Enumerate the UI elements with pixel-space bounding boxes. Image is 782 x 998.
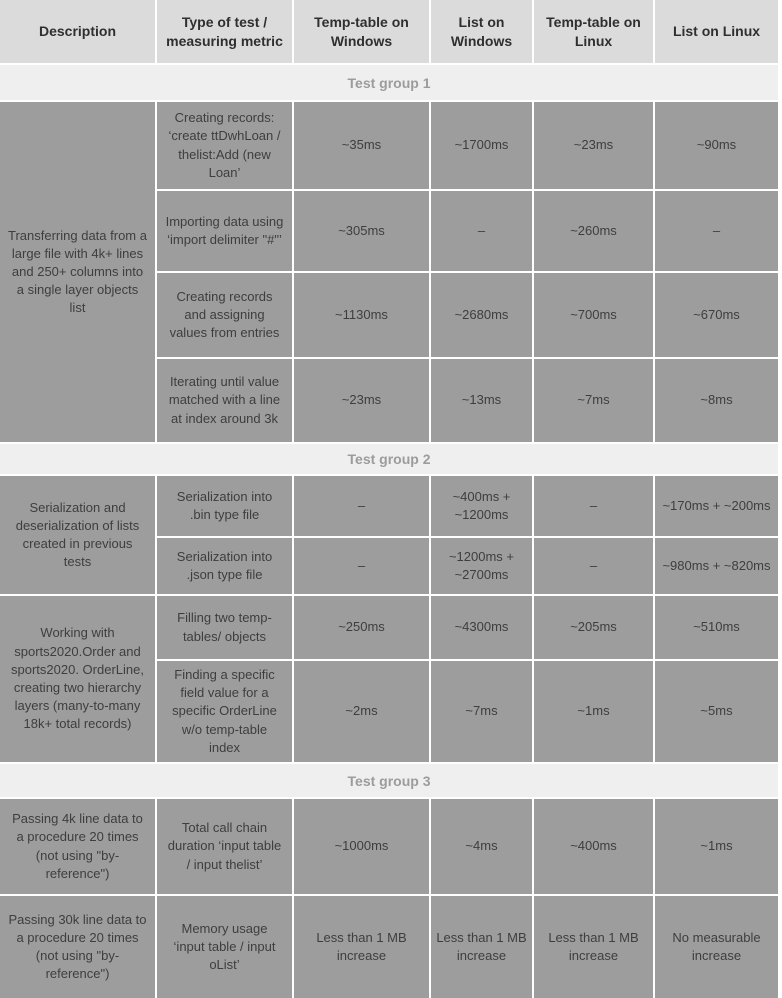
value-cell: ~305ms (293, 190, 430, 272)
value-cell: ~90ms (654, 101, 778, 190)
column-header-test-type: Type of test / measuring metric (156, 0, 293, 64)
test-type-cell: Total call chain duration ‘input table / input thelist’ (156, 798, 293, 895)
table-row (0, 595, 778, 660)
column-header-description: Description (0, 0, 156, 64)
value-cell: ~1700ms (430, 101, 533, 190)
value-cell: ~5ms (654, 660, 778, 763)
value-cell: ~400ms (533, 798, 654, 895)
value-cell: – (533, 475, 654, 537)
value-cell: ~8ms (654, 358, 778, 443)
description-cell: Serialization and deserialization of lists created in previous tests (0, 475, 156, 595)
value-cell: ~2680ms (430, 272, 533, 358)
description-cell: Working with sports2020.Order and sports2020. OrderLine, creating two hierarchy layers (many-to-many 18k+ total records) (0, 595, 156, 763)
column-header-list-linux: List on Linux (654, 0, 778, 64)
column-header-list-windows: List on Windows (430, 0, 533, 64)
test-type-cell: Finding a specific field value for a specific OrderLine w/o temp-table index (156, 660, 293, 763)
test-type-cell: Filling two temp-tables/ objects (156, 595, 293, 660)
value-cell: ~4ms (430, 798, 533, 895)
value-cell: ~170ms + ~200ms (654, 475, 778, 537)
value-cell: ~23ms (293, 358, 430, 443)
value-cell: ~250ms (293, 595, 430, 660)
value-cell: ~980ms + ~820ms (654, 537, 778, 595)
column-header-temp-table-linux: Temp-table on Linux (533, 0, 654, 64)
group-header-row-2 (0, 443, 778, 475)
value-cell: ~35ms (293, 101, 430, 190)
value-cell: – (293, 537, 430, 595)
value-cell: ~1ms (533, 660, 654, 763)
test-type-cell: Importing data using ‘import delimiter "#"’ (156, 190, 293, 272)
value-cell: – (533, 537, 654, 595)
description-cell: Passing 30k line data to a procedure 20 times (not using "by-reference") (0, 895, 156, 998)
description-cell: Passing 4k line data to a procedure 20 times (not using "by-reference") (0, 798, 156, 895)
value-cell: No measurable increase (654, 895, 778, 998)
test-type-cell: Serialization into .json type file (156, 537, 293, 595)
test-type-cell: Iterating until value matched with a line at index around 3k (156, 358, 293, 443)
group-header-row-1 (0, 64, 778, 101)
value-cell: ~1200ms + ~2700ms (430, 537, 533, 595)
value-cell: – (430, 190, 533, 272)
test-type-cell: Creating records and assigning values from entries (156, 272, 293, 358)
value-cell: ~7ms (430, 660, 533, 763)
table-header-row (0, 0, 778, 64)
value-cell: – (654, 190, 778, 272)
test-type-cell: Creating records: ‘create ttDwhLoan / thelist:Add (new Loan’ (156, 101, 293, 190)
value-cell: ~13ms (430, 358, 533, 443)
value-cell: ~2ms (293, 660, 430, 763)
test-type-cell: Memory usage ‘input table / input oList’ (156, 895, 293, 998)
value-cell: ~670ms (654, 272, 778, 358)
value-cell: ~1130ms (293, 272, 430, 358)
value-cell: Less than 1 MB increase (430, 895, 533, 998)
description-cell: Transferring data from a large file with 4k+ lines and 250+ columns into a single layer objects list (0, 101, 156, 443)
value-cell: – (293, 475, 430, 537)
value-cell: ~205ms (533, 595, 654, 660)
value-cell: ~4300ms (430, 595, 533, 660)
table-row (0, 101, 778, 190)
column-header-temp-table-windows: Temp-table on Windows (293, 0, 430, 64)
value-cell: ~510ms (654, 595, 778, 660)
group-header-label-1: Test group 1 (0, 64, 778, 101)
group-header-label-2: Test group 2 (0, 443, 778, 475)
table-row (0, 798, 778, 895)
value-cell: ~1000ms (293, 798, 430, 895)
test-type-cell: Serialization into .bin type file (156, 475, 293, 537)
table-row (0, 895, 778, 998)
value-cell: ~7ms (533, 358, 654, 443)
value-cell: ~260ms (533, 190, 654, 272)
value-cell: ~1ms (654, 798, 778, 895)
group-header-row-3 (0, 763, 778, 798)
value-cell: ~400ms + ~1200ms (430, 475, 533, 537)
group-header-label-3: Test group 3 (0, 763, 778, 798)
value-cell: Less than 1 MB increase (533, 895, 654, 998)
value-cell: ~23ms (533, 101, 654, 190)
value-cell: ~700ms (533, 272, 654, 358)
table-row (0, 475, 778, 537)
value-cell: Less than 1 MB increase (293, 895, 430, 998)
